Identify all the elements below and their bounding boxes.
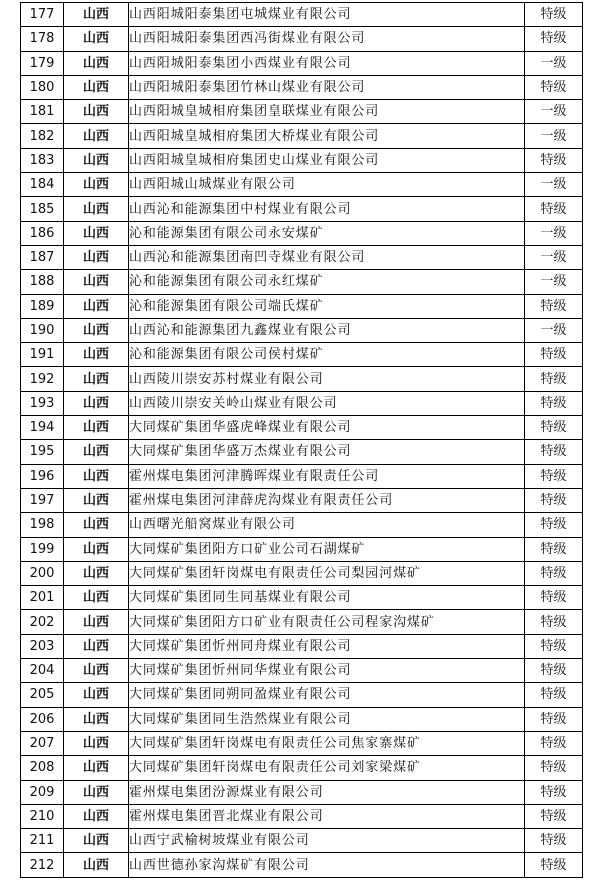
table-row [21,3,583,27]
table-row [21,561,583,585]
table-row [21,610,583,634]
table-row [21,391,583,415]
row-province: 山西 [64,610,129,634]
row-grade: 特级 [525,416,583,440]
row-number: 202 [21,610,64,634]
row-province: 山西 [64,343,129,367]
table-row [21,829,583,853]
row-company-name: 大同煤矿集团华盛万杰煤业有限公司 [129,440,525,464]
row-company-name: 大同煤矿集团忻州同舟煤业有限公司 [129,634,525,658]
row-grade: 特级 [525,683,583,707]
row-grade: 特级 [525,440,583,464]
row-province: 山西 [64,27,129,51]
row-number: 208 [21,756,64,780]
row-number: 196 [21,464,64,488]
table-row [21,51,583,75]
row-grade: 特级 [525,464,583,488]
table-row [21,464,583,488]
row-province: 山西 [64,100,129,124]
row-province: 山西 [64,270,129,294]
row-grade: 一级 [525,221,583,245]
row-grade: 一级 [525,124,583,148]
row-number: 195 [21,440,64,464]
table-row [21,221,583,245]
row-company-name: 山西阳城阳泰集团屯城煤业有限公司 [129,3,525,27]
row-grade: 特级 [525,829,583,853]
row-number: 189 [21,294,64,318]
row-company-name: 大同煤矿集团忻州同华煤业有限公司 [129,659,525,683]
row-number: 197 [21,488,64,512]
table-row [21,513,583,537]
row-grade: 特级 [525,27,583,51]
row-number: 194 [21,416,64,440]
row-company-name: 霍州煤电集团河津薛虎沟煤业有限责任公司 [129,488,525,512]
row-company-name: 山西阳城阳泰集团西冯街煤业有限公司 [129,27,525,51]
table-row [21,707,583,731]
row-number: 178 [21,27,64,51]
table-row [21,343,583,367]
row-company-name: 大同煤矿集团华盛虎峰煤业有限公司 [129,416,525,440]
row-number: 190 [21,318,64,342]
row-number: 200 [21,561,64,585]
row-company-name: 霍州煤电集团汾源煤业有限公司 [129,780,525,804]
row-number: 199 [21,537,64,561]
row-province: 山西 [64,173,129,197]
table-row [21,100,583,124]
row-province: 山西 [64,683,129,707]
row-number: 187 [21,245,64,269]
row-number: 210 [21,804,64,828]
row-grade: 特级 [525,367,583,391]
row-company-name: 山西阳城阳泰集团竹林山煤业有限公司 [129,75,525,99]
row-company-name: 山西陵川崇安苏村煤业有限公司 [129,367,525,391]
row-grade: 特级 [525,148,583,172]
row-province: 山西 [64,513,129,537]
mine-list-table [20,2,583,878]
table-row [21,173,583,197]
row-province: 山西 [64,197,129,221]
row-number: 188 [21,270,64,294]
row-province: 山西 [64,804,129,828]
row-grade: 特级 [525,707,583,731]
table-row [21,416,583,440]
row-company-name: 大同煤矿集团同朔同盈煤业有限公司 [129,683,525,707]
table-row [21,75,583,99]
row-company-name: 大同煤矿集团轩岗煤电有限责任公司焦家寨煤矿 [129,731,525,755]
row-province: 山西 [64,294,129,318]
row-grade: 特级 [525,804,583,828]
row-grade: 特级 [525,488,583,512]
row-number: 207 [21,731,64,755]
table-row [21,537,583,561]
row-province: 山西 [64,853,129,877]
row-number: 206 [21,707,64,731]
row-number: 198 [21,513,64,537]
row-grade: 一级 [525,173,583,197]
table-row [21,367,583,391]
row-grade: 一级 [525,270,583,294]
row-province: 山西 [64,829,129,853]
table-row [21,731,583,755]
row-company-name: 山西沁和能源集团南凹寺煤业有限公司 [129,245,525,269]
row-grade: 特级 [525,586,583,610]
row-company-name: 山西阳城皇城相府集团史山煤业有限公司 [129,148,525,172]
row-company-name: 沁和能源集团有限公司永安煤矿 [129,221,525,245]
row-company-name: 沁和能源集团有限公司端氏煤矿 [129,294,525,318]
table-row [21,148,583,172]
row-company-name: 山西阳城皇城相府集团大桥煤业有限公司 [129,124,525,148]
row-number: 177 [21,3,64,27]
row-grade: 特级 [525,343,583,367]
row-province: 山西 [64,634,129,658]
row-province: 山西 [64,3,129,27]
table-row [21,780,583,804]
row-number: 184 [21,173,64,197]
row-grade: 一级 [525,318,583,342]
row-company-name: 山西世德孙家沟煤矿有限公司 [129,853,525,877]
row-number: 205 [21,683,64,707]
row-company-name: 霍州煤电集团晋北煤业有限公司 [129,804,525,828]
row-province: 山西 [64,561,129,585]
row-province: 山西 [64,756,129,780]
row-company-name: 山西陵川崇安关岭山煤业有限公司 [129,391,525,415]
row-company-name: 山西宁武榆树坡煤业有限公司 [129,829,525,853]
row-province: 山西 [64,221,129,245]
table-row [21,756,583,780]
row-grade: 特级 [525,537,583,561]
row-province: 山西 [64,391,129,415]
row-number: 179 [21,51,64,75]
row-company-name: 山西阳城阳泰集团小西煤业有限公司 [129,51,525,75]
row-number: 193 [21,391,64,415]
row-grade: 特级 [525,75,583,99]
row-company-name: 沁和能源集团有限公司永红煤矿 [129,270,525,294]
table-row [21,804,583,828]
row-grade: 特级 [525,853,583,877]
row-grade: 特级 [525,756,583,780]
row-grade: 特级 [525,659,583,683]
row-province: 山西 [64,440,129,464]
row-grade: 特级 [525,731,583,755]
table-body [21,3,583,878]
row-grade: 特级 [525,780,583,804]
row-company-name: 霍州煤电集团河津腾晖煤业有限责任公司 [129,464,525,488]
row-company-name: 山西曙光船窝煤业有限公司 [129,513,525,537]
table-row [21,318,583,342]
table-row [21,27,583,51]
row-number: 201 [21,586,64,610]
row-number: 182 [21,124,64,148]
row-province: 山西 [64,318,129,342]
row-province: 山西 [64,586,129,610]
table-row [21,659,583,683]
row-province: 山西 [64,245,129,269]
row-company-name: 山西沁和能源集团中村煤业有限公司 [129,197,525,221]
row-number: 191 [21,343,64,367]
row-number: 212 [21,853,64,877]
row-company-name: 大同煤矿集团轩岗煤电有限责任公司梨园河煤矿 [129,561,525,585]
row-number: 211 [21,829,64,853]
row-province: 山西 [64,731,129,755]
table-row [21,586,583,610]
row-province: 山西 [64,51,129,75]
row-company-name: 大同煤矿集团轩岗煤电有限责任公司刘家梁煤矿 [129,756,525,780]
row-grade: 一级 [525,51,583,75]
row-company-name: 沁和能源集团有限公司侯村煤矿 [129,343,525,367]
row-grade: 一级 [525,245,583,269]
row-province: 山西 [64,707,129,731]
table-row [21,197,583,221]
row-province: 山西 [64,537,129,561]
row-grade: 一级 [525,100,583,124]
row-number: 181 [21,100,64,124]
row-number: 192 [21,367,64,391]
row-province: 山西 [64,416,129,440]
row-company-name: 山西阳城皇城相府集团皇联煤业有限公司 [129,100,525,124]
row-company-name: 大同煤矿集团同生同基煤业有限公司 [129,586,525,610]
row-company-name: 大同煤矿集团同生浩然煤业有限公司 [129,707,525,731]
table-row [21,440,583,464]
row-grade: 特级 [525,294,583,318]
row-province: 山西 [64,780,129,804]
row-company-name: 大同煤矿集团阳方口矿业有限责任公司程家沟煤矿 [129,610,525,634]
row-number: 204 [21,659,64,683]
row-grade: 特级 [525,634,583,658]
row-province: 山西 [64,124,129,148]
table-row [21,124,583,148]
row-grade: 特级 [525,513,583,537]
table-row [21,634,583,658]
row-company-name: 山西沁和能源集团九鑫煤业有限公司 [129,318,525,342]
row-province: 山西 [64,488,129,512]
row-number: 183 [21,148,64,172]
row-company-name: 山西阳城山城煤业有限公司 [129,173,525,197]
table-row [21,683,583,707]
row-number: 185 [21,197,64,221]
row-number: 209 [21,780,64,804]
table-row [21,488,583,512]
row-province: 山西 [64,148,129,172]
table-row [21,245,583,269]
table-row [21,270,583,294]
row-grade: 特级 [525,3,583,27]
table-row [21,853,583,877]
row-number: 180 [21,75,64,99]
row-grade: 特级 [525,391,583,415]
table-row [21,294,583,318]
row-number: 186 [21,221,64,245]
row-company-name: 大同煤矿集团阳方口矿业公司石湖煤矿 [129,537,525,561]
row-province: 山西 [64,659,129,683]
row-grade: 特级 [525,561,583,585]
row-province: 山西 [64,464,129,488]
row-number: 203 [21,634,64,658]
row-province: 山西 [64,75,129,99]
row-grade: 特级 [525,197,583,221]
row-province: 山西 [64,367,129,391]
row-grade: 特级 [525,610,583,634]
